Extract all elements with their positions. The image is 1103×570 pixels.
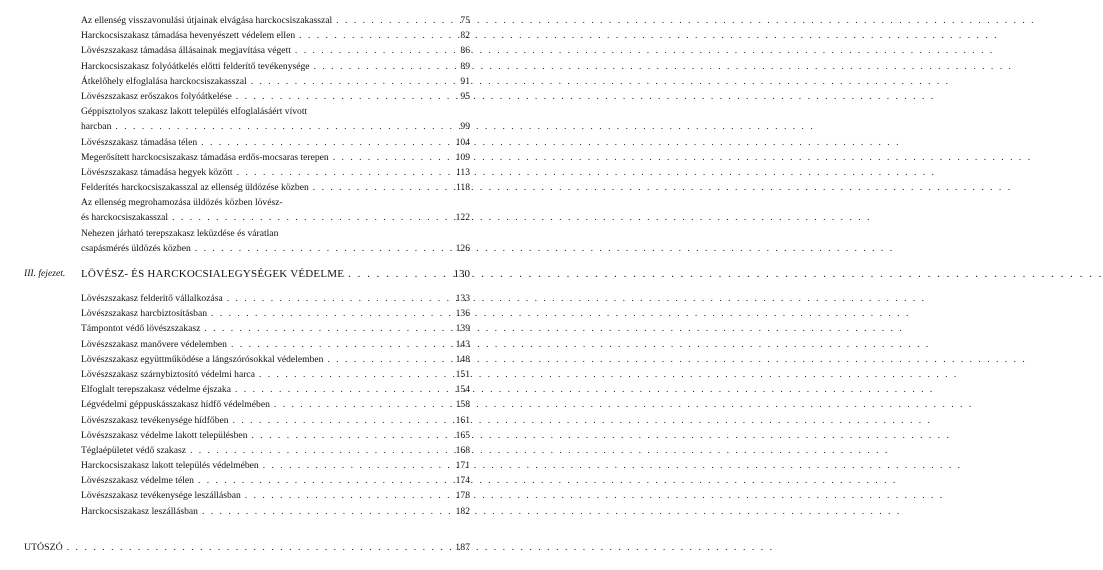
toc-entry-title: Géppisztolyos szakasz lakott település elfoglalásáért vívott: [81, 106, 308, 118]
leader-dots: [67, 539, 444, 557]
toc-entry: [0, 13, 496, 28]
toc-entry: [0, 473, 496, 488]
leader-dots: [327, 352, 444, 367]
leader-dots: [195, 241, 444, 256]
toc-entry: [0, 321, 496, 336]
leader-dots: [251, 74, 444, 89]
toc-entry-title: Harckocsiszakasz lakott település védelmében: [81, 460, 259, 472]
toc-entry-title: Lövészszakasz tevékenysége leszállásban: [81, 490, 241, 502]
toc-entry-title: Lövészszakasz támadása hegyek között: [81, 166, 233, 178]
toc-entry: [0, 119, 496, 134]
leader-dots: [233, 413, 444, 428]
toc-entry-page: 122: [455, 212, 470, 224]
toc-entry: [0, 241, 496, 256]
toc-entry-page: 154: [455, 384, 470, 396]
toc-entry-page: 174: [455, 475, 470, 487]
toc-entry: [0, 382, 496, 397]
toc-entry-page: 75: [460, 15, 470, 26]
toc-entry-title: Lövészszakasz védelme lakott településben: [81, 429, 248, 441]
toc-entry-page: 126: [455, 242, 470, 254]
toc-entry-page: 113: [455, 166, 470, 178]
toc-entry-title: Megerősített harckocsiszakasz támadása erdős-mocsaras terepen: [81, 151, 329, 163]
leader-dots: [313, 180, 444, 195]
chapter-label: III. fejezet.: [24, 268, 66, 279]
afterword-page: 187: [455, 541, 470, 553]
toc-entry: [0, 367, 496, 382]
toc-entry-page: 151: [455, 368, 470, 380]
toc-entry: [0, 291, 496, 306]
toc-entry-title: Lövészszakasz felderítő vállalkozása: [81, 293, 223, 304]
toc-entry-title: Lövészszakasz manővere védelemben: [81, 338, 227, 350]
leader-dots: [252, 428, 445, 443]
toc-entry-page: 139: [455, 323, 470, 335]
toc-entry: [0, 165, 496, 180]
leader-dots: [259, 367, 444, 382]
toc-entry-page: 136: [455, 308, 470, 320]
leader-dots: [348, 261, 444, 287]
leader-dots: [198, 473, 444, 488]
leader-dots: [237, 165, 444, 180]
toc-entry-title: Átkelőhely elfoglalása harckocsiszakasszal: [81, 75, 247, 87]
toc-entry: [0, 59, 496, 74]
leader-dots: [295, 43, 444, 58]
toc-entry-title: Az ellenség megrohamozása üldözés közben lövész-: [81, 197, 283, 209]
toc-entry-title: Az ellenség visszavonulási útjainak elvágása harckocsiszakasszal: [81, 15, 333, 26]
toc-entry: [0, 352, 496, 367]
leader-dots: [235, 382, 444, 397]
leader-dots: [211, 306, 444, 321]
toc-entry-title: Lövészszakasz harcbiztosításban: [81, 308, 207, 320]
leader-dots: [336, 13, 444, 28]
toc-entry-page: 82: [460, 30, 470, 42]
toc-entry-page: 104: [455, 136, 470, 148]
toc-entry: [0, 135, 496, 150]
leader-dots: [115, 119, 444, 134]
toc-entry-page: 161: [455, 414, 470, 426]
leader-dots: [263, 458, 444, 473]
toc-entry: [0, 413, 496, 428]
toc-entry-page: 89: [460, 60, 470, 72]
toc-entry: [0, 74, 496, 89]
toc-entry-title: Támpontot védő lövészszakasz: [81, 323, 201, 335]
chapter-title: LÖVÉSZ- ÉS HARCKOCSIALEGYSÉGEK VÉDELME: [81, 268, 345, 280]
toc-entry-title: csapásmérés üldözés közben: [81, 242, 191, 254]
table-of-contents: [0, 13, 496, 557]
toc-entry-title: Lövészszakasz tevékenysége hídfőben: [81, 414, 229, 426]
toc-entry: [0, 180, 496, 195]
leader-dots: [172, 210, 444, 225]
toc-entry: [0, 43, 496, 58]
toc-entry-title: Téglaépületet védő szakasz: [81, 444, 186, 456]
toc-entry-title: Felderítés harckocsiszakasszal az ellenség üldözése közben: [81, 182, 309, 194]
leader-dots: [202, 504, 444, 519]
leader-dots: [333, 150, 444, 165]
chapter-heading: [0, 261, 496, 287]
toc-entry: [0, 504, 496, 519]
toc-entry-page: 91: [460, 75, 470, 87]
toc-entry-page: 148: [455, 353, 470, 365]
toc-entry-title: Lövészszakasz támadása télen: [81, 136, 198, 148]
afterword-title: UTÓSZÓ: [24, 541, 63, 553]
toc-entry-line: [0, 226, 496, 241]
leader-dots: [314, 59, 444, 74]
leader-dots: [299, 28, 444, 43]
leader-dots: [236, 89, 444, 104]
leader-dots: [201, 135, 444, 150]
toc-entry-page: 182: [455, 505, 470, 517]
toc-entry: [0, 210, 496, 225]
toc-entry-title: Lövészszakasz támadása állásainak megjavítása végett: [81, 45, 291, 57]
toc-entry-title: Lövészszakasz erőszakos folyóátkelése: [81, 90, 232, 102]
toc-entry-page: 133: [455, 293, 470, 304]
toc-entry-title: Lövészszakasz szárnybiztosító védelmi harca: [81, 368, 255, 380]
toc-entry-title: Harckocsiszakasz leszállásban: [81, 505, 198, 517]
leader-dots: [204, 321, 444, 336]
toc-entry: [0, 150, 496, 165]
toc-entry-page: 171: [455, 460, 470, 472]
toc-entry-line: [0, 104, 496, 119]
leader-dots: [190, 443, 444, 458]
toc-entry: [0, 28, 496, 43]
toc-entry-page: 109: [455, 151, 470, 163]
toc-entry-page: 178: [455, 490, 470, 502]
chapter-page: 130: [453, 268, 470, 280]
toc-entry-title: Légvédelmi géppuskásszakasz hídfő védelmében: [81, 399, 270, 411]
toc-entry-title: Elfoglalt terepszakasz védelme éjszaka: [81, 384, 231, 396]
toc-entry: [0, 337, 496, 352]
toc-entry-page: 168: [455, 444, 470, 456]
toc-entry: [0, 89, 496, 104]
toc-entry: [0, 306, 496, 321]
toc-entry-page: 143: [455, 338, 470, 350]
toc-entry-title: Harckocsiszakasz folyóátkelés előtti felderítő tevékenysége: [81, 60, 310, 72]
leader-dots: [227, 291, 444, 306]
toc-entry-title: Harckocsiszakasz támadása hevenyészett védelem ellen: [81, 30, 296, 42]
toc-entry-page: 158: [455, 399, 470, 411]
leader-dots: [245, 488, 444, 503]
toc-entry-page: 118: [455, 182, 470, 194]
toc-entry-title: Lövészszakasz védelme télen: [81, 475, 194, 487]
toc-entry: [0, 428, 496, 443]
toc-page: [0, 0, 496, 570]
leader-dots: [231, 337, 444, 352]
toc-entry-page: 99: [460, 121, 470, 133]
toc-entry-title: harcban: [81, 121, 112, 133]
afterword-entry: [0, 539, 496, 557]
toc-entry: [0, 488, 496, 503]
toc-entry-page: 86: [460, 45, 470, 57]
toc-entry-line: [0, 195, 496, 210]
toc-entry-title: és harckocsiszakasszal: [81, 212, 169, 224]
toc-entry: [0, 458, 496, 473]
toc-entry: [0, 397, 496, 412]
toc-entry-title: Lövészszakasz együttműködése a lángszórósokkal védelemben: [81, 353, 324, 365]
toc-entry: [0, 443, 496, 458]
toc-entry-title: Nehezen járható terepszakasz leküzdése és váratlan: [81, 227, 279, 239]
toc-entry-page: 165: [455, 429, 470, 441]
leader-dots: [274, 397, 444, 412]
toc-entry-page: 95: [460, 90, 470, 102]
